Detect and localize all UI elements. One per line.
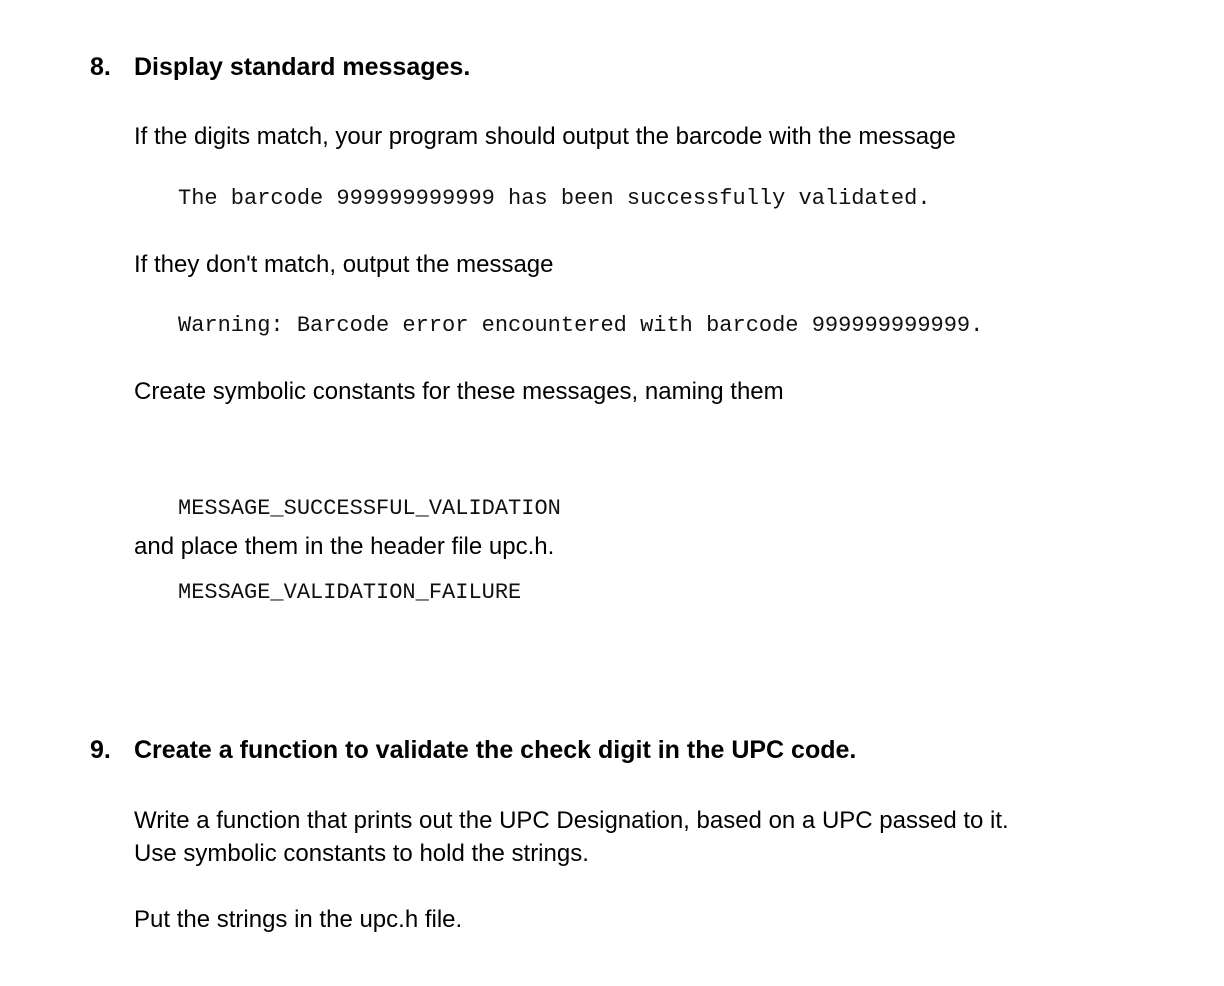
section-8-heading <box>90 52 470 82</box>
match-instruction: If the digits match, your program should output the barcode with the message <box>134 123 956 150</box>
section-9-heading <box>90 735 856 765</box>
function-instruction-line-2: Use symbolic constants to hold the strings. <box>134 840 589 867</box>
section-8-title: Display standard messages. <box>134 53 471 81</box>
constants-instruction: Create symbolic constants for these messages, naming them <box>134 378 784 405</box>
constant-successful-validation: MESSAGE_SUCCESSFUL_VALIDATION <box>178 496 561 521</box>
section-8-number: 8. <box>90 53 111 81</box>
section-9-title: Create a function to validate the check digit in the UPC code. <box>134 736 857 764</box>
mismatch-instruction: If they don't match, output the message <box>134 251 554 278</box>
section-9-number: 9. <box>90 736 111 764</box>
constant-validation-failure: MESSAGE_VALIDATION_FAILURE <box>178 580 522 605</box>
success-message-code: The barcode 999999999999 has been successfully validated. <box>178 186 931 211</box>
function-instruction <box>134 804 1009 870</box>
header-file-instruction: and place them in the header file upc.h. <box>134 533 555 560</box>
strings-instruction: Put the strings in the upc.h file. <box>134 906 463 933</box>
warning-message-code: Warning: Barcode error encountered with barcode 999999999999. <box>178 313 984 338</box>
function-instruction-line-1: Write a function that prints out the UPC Designation, based on a UPC passed to it. <box>134 807 1009 834</box>
